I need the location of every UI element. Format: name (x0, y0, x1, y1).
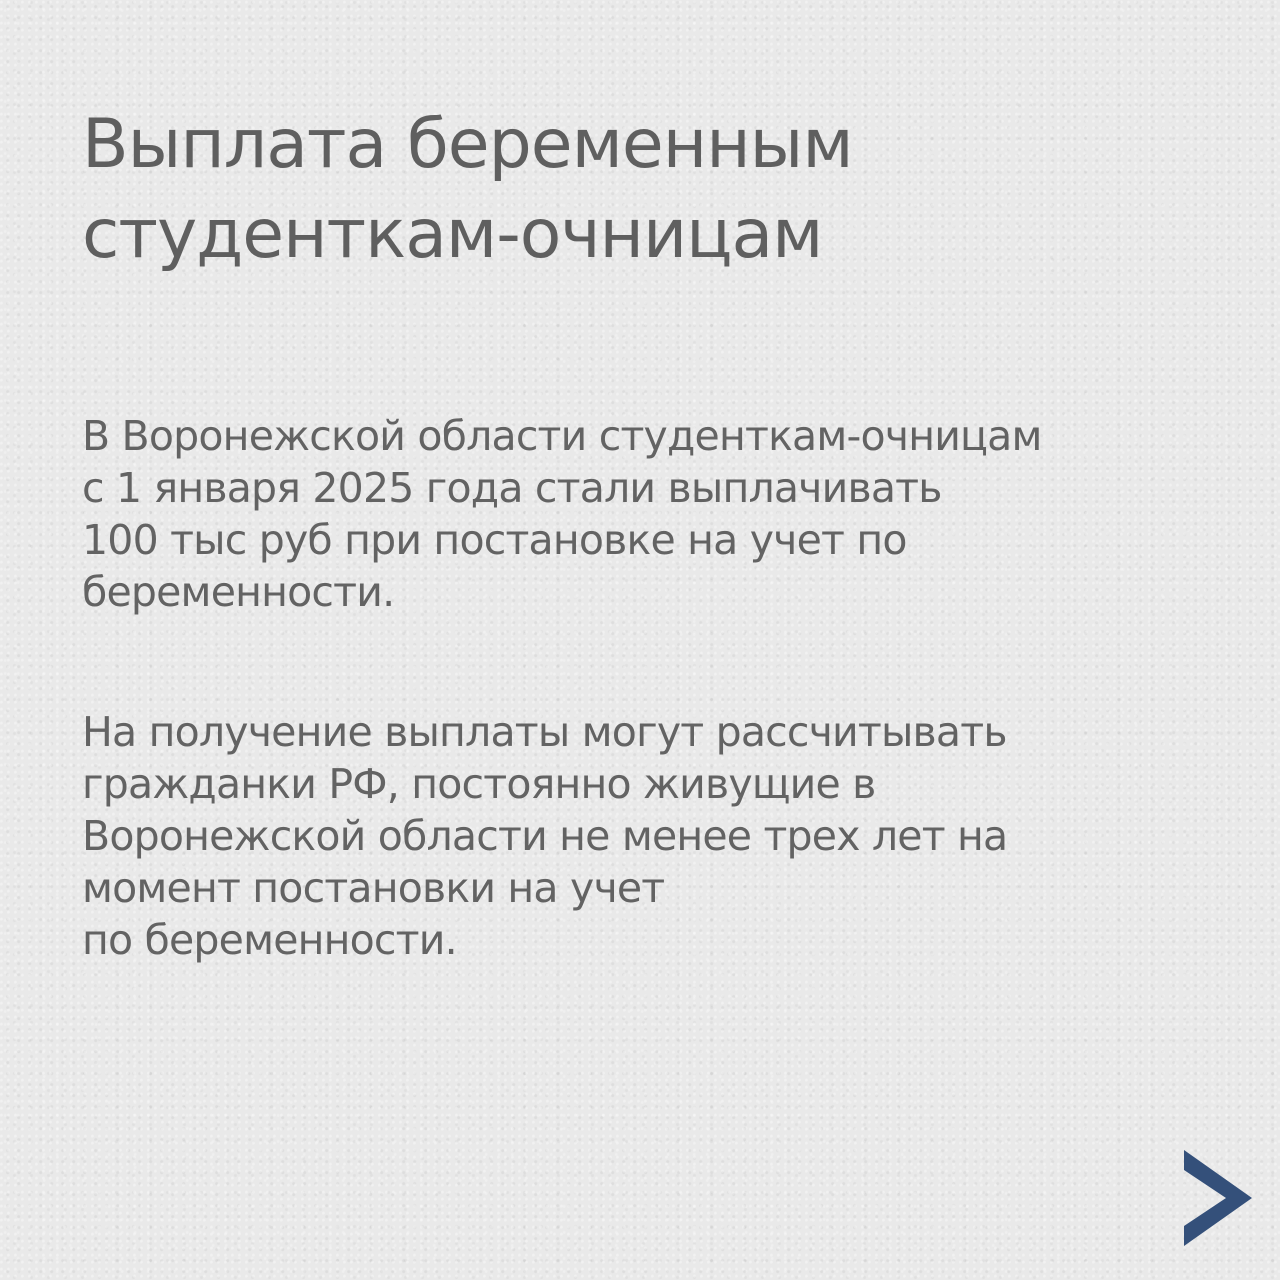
paragraph-line: гражданки РФ, постоянно живущие в (82, 760, 876, 808)
paragraph-line: На получение выплаты могут рассчитывать (82, 708, 1007, 756)
slide-title (82, 100, 1202, 280)
paragraph-eligibility (82, 706, 1262, 966)
paragraph-intro (82, 410, 1262, 618)
paragraph-line: 100 тыс руб при постановке на учет по (82, 516, 907, 564)
next-slide-button[interactable] (1176, 1146, 1256, 1250)
paragraph-line: с 1 января 2025 года стали выплачивать (82, 464, 942, 512)
paragraph-line: по беременности. (82, 916, 457, 964)
title-line-2: студенткам-очницам (82, 195, 823, 274)
title-line-1: Выплата беременным (82, 105, 853, 184)
paragraph-line: беременности. (82, 568, 395, 616)
paragraph-line: В Воронежской области студенткам-очницам (82, 412, 1042, 460)
paragraph-line: момент постановки на учет (82, 864, 665, 912)
chevron-right-icon (1176, 1146, 1256, 1250)
paragraph-line: Воронежской области не менее трех лет на (82, 812, 1008, 860)
